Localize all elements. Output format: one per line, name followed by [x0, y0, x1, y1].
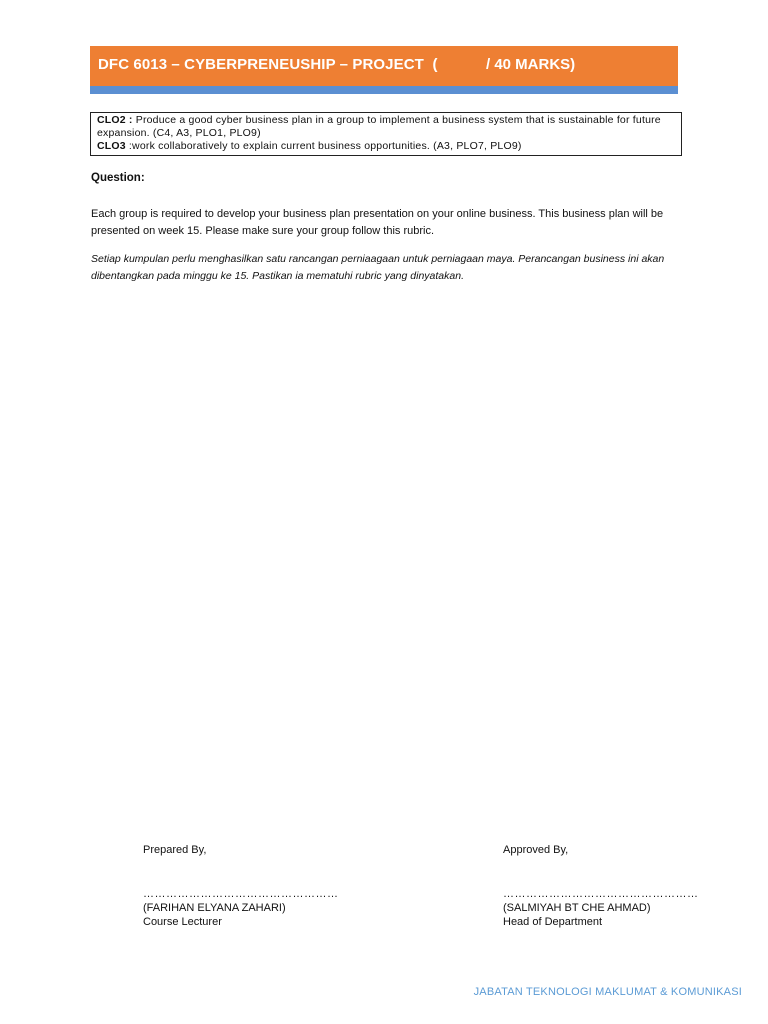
approved-by-block — [503, 843, 699, 929]
question-label: Question: — [91, 172, 145, 184]
prepared-by-block — [143, 843, 339, 929]
clo-item — [97, 114, 675, 140]
prepared-by-name: (FARIHAN ELYANA ZAHARI) — [143, 902, 286, 914]
header-marks: / 40 MARKS) — [486, 56, 576, 73]
prepared-by-title: Prepared By, — [143, 844, 207, 856]
clo-code: CLO2 : — [97, 114, 133, 126]
approved-by-role: Head of Department — [503, 916, 603, 928]
clo-text: Produce a good cyber business plan in a group to implement a business system that is sustainable for future expansion. (C4, A3, PLO1, PLO9) — [97, 114, 661, 139]
header-banner — [90, 46, 678, 94]
clo-text: :work collaboratively to explain current business opportunities. (A3, PLO7, PLO9) — [125, 140, 522, 152]
approved-by-title: Approved By, — [503, 844, 569, 856]
question-english: Each group is required to develop your business plan presentation on your online business. This business plan will be presented on week 15. Please make sure your group follow this rubric. — [91, 208, 664, 237]
signature-line: …………………………………………… — [503, 888, 699, 900]
prepared-by-role: Course Lecturer — [143, 916, 222, 928]
clo-code: CLO3 — [97, 140, 126, 152]
header-title: DFC 6013 – CYBERPRENEUSHIP – PROJECT ( — [98, 56, 438, 73]
question-malay: Setiap kumpulan perlu menghasilkan satu rancangan perniaagaan untuk perniagaan maya. Perancangan business ini akan dibentangkan pada minggu ke 15. Pastikan ia mematuhi rubric yang dinyatakan. — [91, 253, 665, 282]
footer-department: JABATAN TEKNOLOGI MAKLUMAT & KOMUNIKASI — [473, 986, 742, 998]
clo-item — [97, 140, 675, 153]
approved-by-name: (SALMIYAH BT CHE AHMAD) — [503, 902, 651, 914]
signature-line: …………………………………………… — [143, 888, 339, 900]
clo-box — [90, 112, 682, 156]
